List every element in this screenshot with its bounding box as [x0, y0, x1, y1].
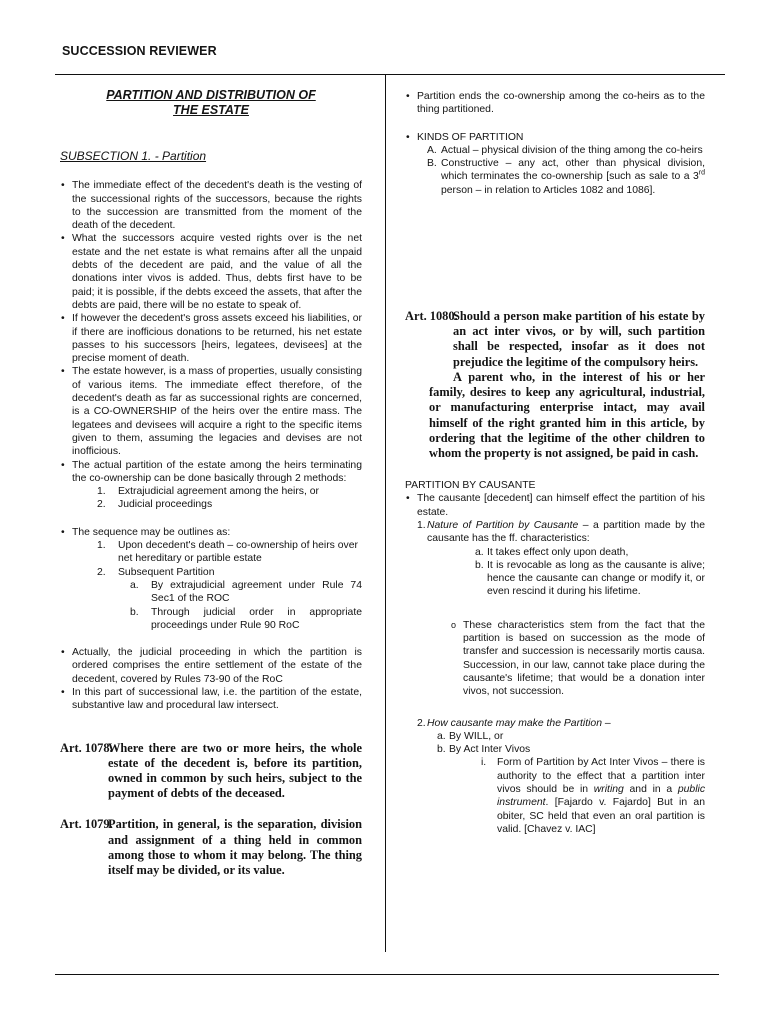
method-number: 1. [97, 486, 106, 498]
article-1080-label: Art. 1080. [405, 309, 458, 324]
article-1078 [60, 741, 362, 802]
how-number: 2. [417, 717, 426, 729]
how-option [423, 743, 705, 756]
partition-mode-item [60, 579, 362, 606]
form-public-instrument: public instrument [497, 784, 706, 809]
kind-text-post: person – in relation to Articles 1082 and 1086]. [441, 184, 656, 196]
footer-rule [55, 974, 719, 975]
form-text-post: . [Fajardo v. Fajardo] But in an obiter, SC held that even an oral partition is valid. [Chavez v. IAC] [497, 797, 705, 835]
column-divider [385, 75, 386, 952]
characteristic-text: It is revocable as long as the causante is alive; hence the causante can change or modify it, or even rescind it during his lifetime. [487, 559, 705, 598]
how-item [405, 717, 705, 730]
article-1079 [60, 817, 362, 878]
sequence-text: Subsequent Partition [118, 566, 215, 578]
how-option-text: By Act Inter Vivos [449, 744, 531, 756]
article-1080-text: Should a person make partition of his estate by an act inter vivos, or by will, such partition shall be respected, insofar as it does not prejudice the legitime of the compulsory heirs. [453, 309, 705, 369]
article-1080 [405, 309, 705, 370]
method-number: 2. [97, 499, 106, 511]
nature-item [405, 519, 705, 546]
how-option-text: By WILL, or [449, 730, 504, 742]
kind-item [405, 144, 705, 157]
nature-title: Nature of Partition by Causante [427, 520, 579, 531]
nature-number: 1. [417, 520, 426, 531]
how-option-letter: a. [437, 730, 446, 742]
partition-mode-text: Through judicial order in appropriate proceedings under Rule 90 RoC [151, 606, 362, 631]
kind-letter: A. [427, 144, 437, 156]
article-1078-label: Art. 1078. [60, 740, 113, 755]
partition-mode-letter: b. [130, 606, 139, 618]
article-1079-label: Art. 1079. [60, 817, 113, 832]
form-numeral: i. [481, 757, 487, 769]
bullet-causante: • The causante [decedent] can himself effect the partition of his estate. [405, 492, 705, 519]
left-column [60, 86, 362, 878]
method-text: Extrajudicial agreement among the heirs, or [118, 486, 319, 498]
sequence-item [60, 566, 362, 579]
characteristic-item [405, 546, 705, 559]
bullet-gross-assets: • If however the decedent's gross assets exceed his liabilities, or if there are inofficious donations to be returned, his net estate passes to his successors [heirs, legatees, devisees] at the precise moment of death. [60, 312, 362, 365]
characteristic-letter: a. [475, 546, 484, 558]
kind-text: Actual – physical division of the thing among the co-heirs [441, 144, 703, 156]
method-item [60, 485, 362, 498]
section-title-line-2: THE ESTATE [173, 103, 249, 117]
note-marker: o [451, 619, 457, 630]
method-text: Judicial proceedings [118, 499, 213, 511]
article-1080-paragraph-2: A parent who, in the interest of his or her family, desires to keep any agricultural, industrial, or manufacturing enterprise intact, may avail himself of the right granted him in this article, by ordering that the legitime of the other children to whom the property is not assigned, be paid in cash. [429, 369, 705, 460]
partition-mode-text: By extrajudicial agreement under Rule 74 Sec1 of the ROC [151, 579, 362, 605]
document-header-title: SUCCESSION REVIEWER [62, 44, 217, 58]
partition-mode-letter: a. [130, 579, 139, 591]
bullet-partition-ends: • Partition ends the co-ownership among the co-heirs as to the thing partitioned. [405, 90, 705, 117]
characteristic-text: It takes effect only upon death, [487, 546, 629, 558]
section-title-line-1: PARTITION AND DISTRIBUTION OF [106, 88, 316, 102]
bullet-immediate-effect: • The immediate effect of the decedent's death is the vesting of the successional rights of the successors, because the rights to the succession are transmitted from the moment of the death of the decedent. [60, 179, 362, 232]
bullet-actual-partition: • The actual partition of the estate among the heirs terminating the co-ownership can be done basically through 2 methods: [60, 459, 362, 486]
how-dash: – [602, 717, 611, 729]
form-text-pre: Form of Partition by Act Inter Vivos – there is authority to the effect that a partition inter vivos should be in [497, 757, 705, 796]
subsection-heading: SUBSECTION 1. - Partition [60, 149, 207, 163]
form-text-mid: and in a [623, 784, 678, 796]
kind-text-pre: Constructive – any act, other than physical division, which terminates the co-ownership [such as sale to a 3 [441, 158, 705, 183]
partition-by-causante-heading: PARTITION BY CAUSANTE [405, 480, 536, 492]
ordinal-suffix: rd [698, 170, 705, 178]
partition-mode-item [60, 606, 362, 633]
kind-letter: B. [427, 158, 437, 170]
sequence-number: 1. [97, 540, 106, 552]
characteristics-note [451, 619, 705, 699]
right-column [405, 90, 705, 836]
bullet-vested-rights: • What the successors acquire vested rights over is the net estate and the net estate is what remains after all the unpaid debts of the decedent are paid, and the value of all the donations inter vivos is added. Thus, debts first have to be paid; it is possible, if the debts exceed the assets, that after the debts are paid, there will be no estate to speak of. [60, 232, 362, 312]
bullet-substantive-procedural: • In this part of successional law, i.e. the partition of the estate, substantive law and procedural law intersect. [60, 686, 362, 713]
kinds-of-partition-heading: • KINDS OF PARTITION [405, 131, 705, 144]
form-of-partition-item [405, 756, 705, 836]
method-item [60, 498, 362, 511]
bullet-co-ownership: • The estate however, is a mass of properties, usually consisting of various items. The immediate effect therefore, of the decedent's death as far as successional rights are concerned, is a CO-OWNERSHIP of the heirs over the entire mass. The legatees and devisees will acquire a right to the specific items given to them, assuming the legacies and devises are not inofficious. [60, 365, 362, 458]
bullet-judicial-proceeding: • Actually, the judicial proceeding in which the partition is ordered comprises the entire settlement of the estate of the decedent, covered by Rules 73-90 of the RoC [60, 646, 362, 686]
sequence-number: 2. [97, 566, 106, 578]
characteristic-letter: b. [475, 559, 484, 571]
form-writing: writing [593, 784, 624, 796]
how-option [423, 730, 705, 743]
article-1078-text: Where there are two or more heirs, the whole estate of the decedent is, before its partition, owned in common by such heirs, subject to the payment of debts of the deceased. [108, 740, 362, 801]
how-option-letter: b. [437, 744, 446, 756]
sequence-text: Upon decedent's death – co-ownership of heirs over net hereditary or partible estate [118, 540, 358, 565]
sequence-item [60, 539, 362, 566]
note-text: These characteristics stem from the fact that the partition is based on succession as the mode of transfer and succession is necessarily mortis causa. Succession, in our law, cannot take place during the causante's lifetime; that would be a donation inter vivos, not succession. [463, 619, 705, 698]
characteristic-item [405, 559, 705, 599]
kind-item [405, 157, 705, 197]
header-rule [55, 74, 725, 75]
article-1079-text: Partition, in general, is the separation, division and assignment of a thing held in common among those to whom it may belong. The thing itself may be divided, or its value. [108, 817, 362, 877]
bullet-sequence: • The sequence may be outlines as: [60, 526, 362, 539]
how-title: How causante may make the Partition [427, 717, 602, 729]
section-title [60, 88, 362, 118]
nature-text: – a partition made by the causante has the ff. characteristics: [427, 520, 705, 545]
